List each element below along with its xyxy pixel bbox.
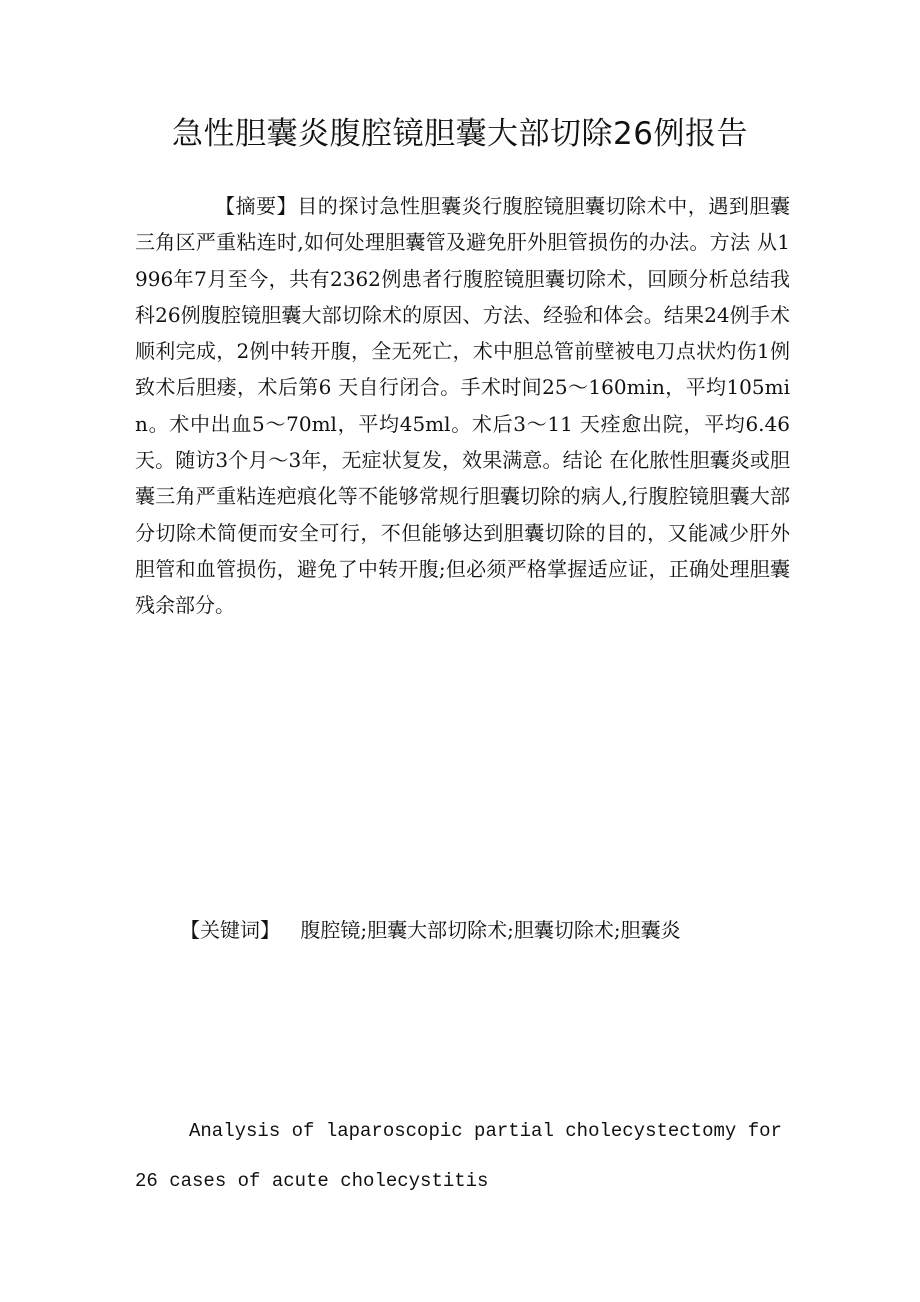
keywords-label: 【关键词】 [180,918,280,942]
document-title: 急性胆囊炎腹腔镜胆囊大部切除26例报告 [172,116,748,152]
keywords-line [180,912,800,948]
abstract-paragraph: 【摘要】目的探讨急性胆囊炎行腹腔镜胆囊切除术中，遇到胆囊三角区严重粘连时,如何处理胆囊管及避免肝外胆管损伤的办法。方法 从1996年7月至今，共有2362例患者行腹腔镜胆囊切除术，回顾分析总结我科26例腹腔镜胆囊大部切除术的原因、方法、经验和体会。结果24例手术顺利完成，2例中转开腹，全无死亡，术中胆总管前壁被电刀点状灼伤1例致术后胆瘘，术后第6 天自行闭合。手术时间25～160min，平均105min。术中出血5～70ml，平均45ml。术后3～11 天痊愈出院，平均6.46天。随访3个月～3年，无症状复发，效果满意。结论 在化脓性胆囊炎或胆囊三角严重粘连疤痕化等不能够常规行胆囊切除的病人,行腹腔镜胆囊大部分切除术简便而安全可行，不但能够达到胆囊切除的目的，又能减少肝外胆管和血管损伤，避免了中转开腹;但必须严格掌握适应证，正确处理胆囊残余部分。 [135,194,790,618]
keywords-text: 腹腔镜;胆囊大部切除术;胆囊切除术;胆囊炎 [300,918,681,942]
english-title: Analysis of laparoscopic partial cholecystectomy for 26 cases of acute cholecystitis [135,1120,782,1192]
